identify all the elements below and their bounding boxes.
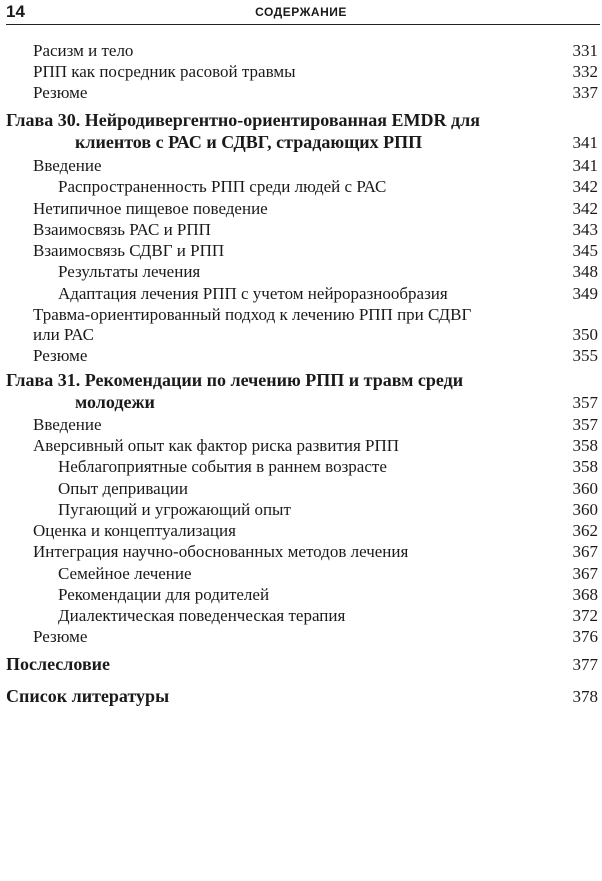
toc-entry-page: 376 bbox=[572, 627, 598, 646]
toc-entry-page: 337 bbox=[572, 83, 598, 102]
toc-entry[interactable] bbox=[0, 283, 602, 304]
toc-entry-title-line2: или РАС bbox=[33, 325, 94, 344]
chapter-title-line2: клиентов с РАС и СДВГ, страдающих РПП bbox=[75, 132, 423, 152]
header-rule bbox=[6, 24, 600, 25]
toc-entry[interactable] bbox=[0, 345, 602, 366]
toc-entry-page: 350 bbox=[572, 325, 598, 344]
toc-entry[interactable] bbox=[0, 478, 602, 499]
toc-entry-page: 342 bbox=[572, 199, 598, 218]
toc-entry-title: Резюме bbox=[33, 346, 88, 365]
toc-entry-page: 367 bbox=[572, 542, 598, 561]
toc-entry-title: РПП как посредник расовой травмы bbox=[33, 62, 296, 81]
toc-entry-page: 357 bbox=[572, 415, 598, 434]
toc-entry[interactable] bbox=[0, 435, 602, 456]
toc-entry[interactable] bbox=[0, 605, 602, 626]
toc-entry-title-line1: Травма-ориентированный подход к лечению РПП при СДВГ bbox=[33, 305, 472, 324]
toc-entry[interactable] bbox=[0, 198, 602, 219]
toc-entry-page: 367 bbox=[572, 564, 598, 583]
toc-entry-page: 357 bbox=[572, 393, 598, 412]
toc-entry-title: Взаимосвязь РАС и РПП bbox=[33, 220, 211, 239]
toc-entry-title: Результаты лечения bbox=[58, 262, 201, 281]
toc-entry-title: Список литературы bbox=[6, 686, 170, 706]
toc-entry-page: 331 bbox=[572, 41, 598, 60]
toc-entry-title: Резюме bbox=[33, 83, 88, 102]
toc-entry-page: 358 bbox=[572, 457, 598, 476]
toc-entry-page: 358 bbox=[572, 436, 598, 455]
toc-entry-title: Неблагоприятные события в раннем возрасте bbox=[58, 457, 387, 476]
toc-entry[interactable] bbox=[0, 626, 602, 647]
toc-entry-title: Расизм и тело bbox=[33, 41, 134, 60]
toc-entry-title: Распространенность РПП среди людей с РАС bbox=[58, 177, 387, 196]
toc-entry-page: 368 bbox=[572, 585, 598, 604]
toc-chapter-entry[interactable] bbox=[0, 110, 602, 152]
toc-entry-title: Адаптация лечения РПП с учетом нейроразнообразия bbox=[58, 284, 448, 303]
toc-entry[interactable] bbox=[0, 414, 602, 435]
toc-entry[interactable] bbox=[0, 219, 602, 240]
toc-backmatter-entry[interactable] bbox=[0, 654, 602, 675]
toc-entry-page: 341 bbox=[572, 156, 598, 175]
toc-entry-page: 332 bbox=[572, 62, 598, 81]
toc-entry[interactable] bbox=[0, 541, 602, 562]
toc-chapter-entry[interactable] bbox=[0, 370, 602, 412]
toc-entry-page: 360 bbox=[572, 500, 598, 519]
page-number: 14 bbox=[6, 2, 25, 21]
toc-entry-page: 372 bbox=[572, 606, 598, 625]
toc-entry-page: 362 bbox=[572, 521, 598, 540]
toc-entry[interactable] bbox=[0, 61, 602, 82]
toc-entry-title: Аверсивный опыт как фактор риска развития РПП bbox=[33, 436, 400, 455]
toc-entry-title: Резюме bbox=[33, 627, 88, 646]
toc-entry[interactable] bbox=[0, 304, 602, 344]
toc-entry-title: Пугающий и угрожающий опыт bbox=[58, 500, 291, 519]
toc-entry-page: 341 bbox=[572, 133, 598, 152]
toc-entry-page: 360 bbox=[572, 479, 598, 498]
toc-entry-title: Рекомендации для родителей bbox=[58, 585, 270, 604]
chapter-title-line1: Глава 31. Рекомендации по лечению РПП и травм среди bbox=[6, 370, 464, 390]
toc-entry[interactable] bbox=[0, 520, 602, 541]
toc-entry-page: 378 bbox=[572, 687, 598, 706]
toc-entry[interactable] bbox=[0, 176, 602, 197]
toc-entry-title: Опыт депривации bbox=[58, 479, 189, 498]
toc-backmatter-entry[interactable] bbox=[0, 686, 602, 707]
toc-entry[interactable] bbox=[0, 261, 602, 282]
toc-entry-title: Взаимосвязь СДВГ и РПП bbox=[33, 241, 225, 260]
toc-entry-page: 355 bbox=[572, 346, 598, 365]
toc-entry-page: 348 bbox=[572, 262, 598, 281]
toc-entry-title: Нетипичное пищевое поведение bbox=[33, 199, 268, 218]
toc-entry[interactable] bbox=[0, 499, 602, 520]
toc-entry-page: 342 bbox=[572, 177, 598, 196]
toc-entry-page: 377 bbox=[572, 655, 598, 674]
toc-entry-page: 349 bbox=[572, 284, 598, 303]
toc-entry[interactable] bbox=[0, 40, 602, 61]
toc-entry-title: Введение bbox=[33, 156, 102, 175]
toc-entry[interactable] bbox=[0, 155, 602, 176]
chapter-title-line1: Глава 30. Нейродивергентно-ориентированная EMDR для bbox=[6, 110, 480, 130]
toc-entry-page: 343 bbox=[572, 220, 598, 239]
toc-entry[interactable] bbox=[0, 82, 602, 103]
toc-entry-title: Диалектическая поведенческая терапия bbox=[58, 606, 346, 625]
toc-entry[interactable] bbox=[0, 240, 602, 261]
running-head: СОДЕРЖАНИЕ bbox=[255, 5, 347, 19]
toc-entry-page: 345 bbox=[572, 241, 598, 260]
toc-entry-title: Семейное лечение bbox=[58, 564, 192, 583]
chapter-title-line2: молодежи bbox=[75, 392, 155, 412]
toc-entry[interactable] bbox=[0, 563, 602, 584]
toc-entry-title: Послесловие bbox=[6, 654, 111, 674]
toc-entry-title: Введение bbox=[33, 415, 102, 434]
toc-entry[interactable] bbox=[0, 584, 602, 605]
toc-entry-title: Интеграция научно-обоснованных методов лечения bbox=[33, 542, 409, 561]
toc-entry-title: Оценка и концептуализация bbox=[33, 521, 236, 540]
toc-entry[interactable] bbox=[0, 456, 602, 477]
